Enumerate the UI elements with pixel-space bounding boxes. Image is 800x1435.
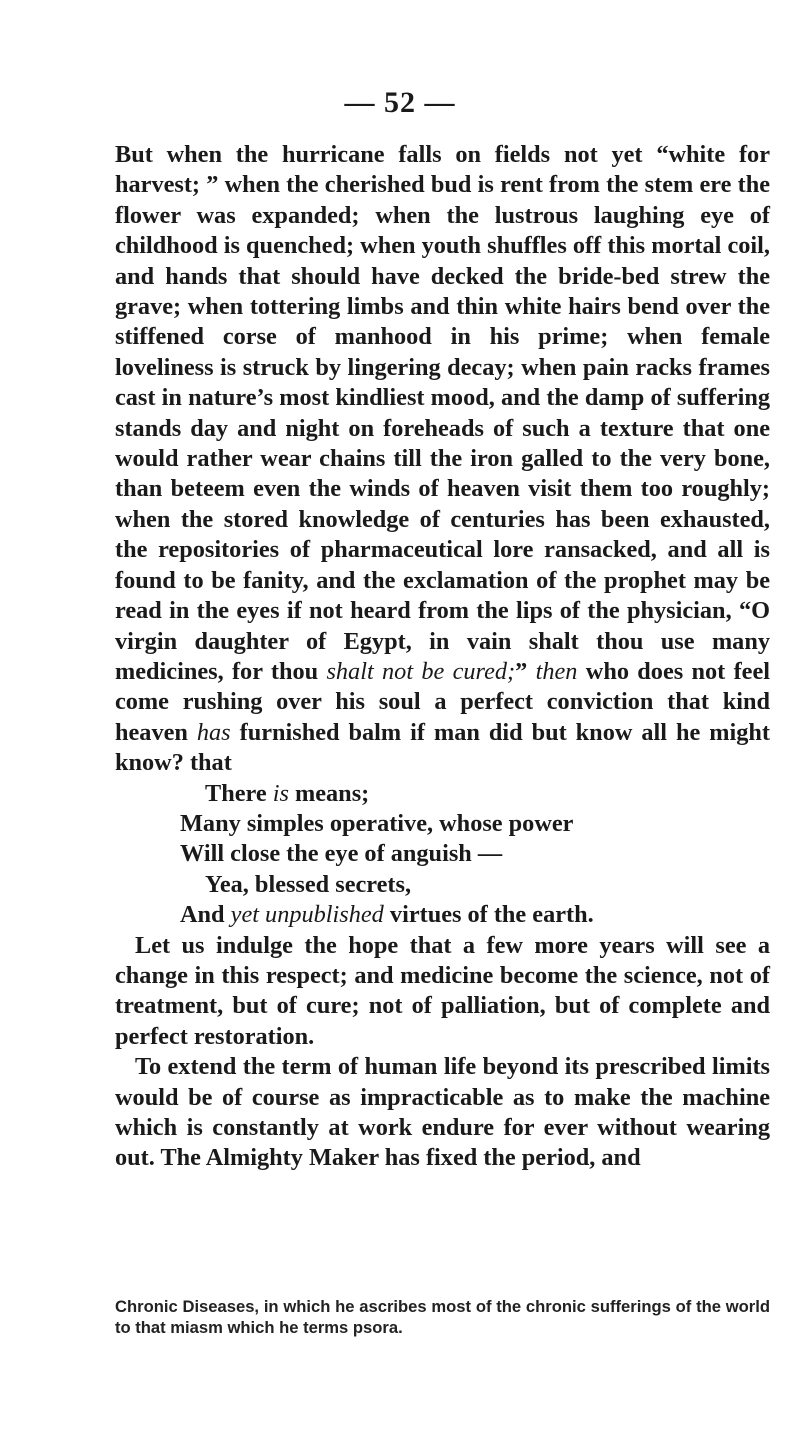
verse-line-4: Yea, blessed secrets, bbox=[205, 870, 412, 898]
footnote: Chronic Diseases, in which he ascribes most of the chronic sufferings of the world to that miasm which he terms psora. bbox=[115, 1297, 770, 1337]
paragraph-3: To extend the term of human life beyond its prescribed limits would be of course as impracticable as to make the machine which is constantly at work endure for ever without wearing out. The Almighty Maker has fixed the period, and bbox=[115, 1053, 770, 1172]
verse-line-2: Many simples operative, whose power bbox=[180, 809, 574, 837]
paragraph-1: But when the hurricane falls on fields not yet “white for harvest; ” when the cherished bud is rent from the stem ere the flower was expanded; when the lustrous laughing eye of childhood is quenched; when youth shuffles off this mortal coil, and hands that should have decked the bride-bed strew the grave; when tottering limbs and thin white hairs bend over the stiffened corse of manhood in his prime; when female loveliness is struck by lingering decay; when pain racks frames cast in nature’s most kindliest mood, and the damp of suffering stands day and night on foreheads of such a texture that one would rather wear chains till the iron galled to the very bone, than beteem even the winds of heaven visit them too roughly; when the stored knowledge of centuries has been exhausted, the repositories of pharmaceutical lore ransacked, and all is found to be fanity, and the exclamation of the prophet may be read in the eyes if not heard from the lips of the physician, “O virgin daughter of Egypt, in vain shalt thou use many medicines, for thou shalt not be cured;” then who does not feel come rushing over his soul a perfect conviction that kind heaven has furnished balm if man did but know all he might know? that bbox=[115, 141, 770, 777]
verse-quotation bbox=[115, 779, 770, 931]
body-text bbox=[115, 140, 770, 1174]
verse-line-5: And yet unpublished virtues of the earth. bbox=[180, 901, 594, 929]
verse-line-1: There is means; bbox=[205, 779, 370, 807]
paragraph-2: Let us indulge the hope that a few more years will see a change in this respect; and medicine become the science, not of treatment, but of cure; not of palliation, but of complete and perfect restoration. bbox=[115, 931, 770, 1050]
page-number: — 52 — bbox=[344, 86, 456, 119]
verse-line-3: Will close the eye of anguish — bbox=[180, 840, 503, 868]
